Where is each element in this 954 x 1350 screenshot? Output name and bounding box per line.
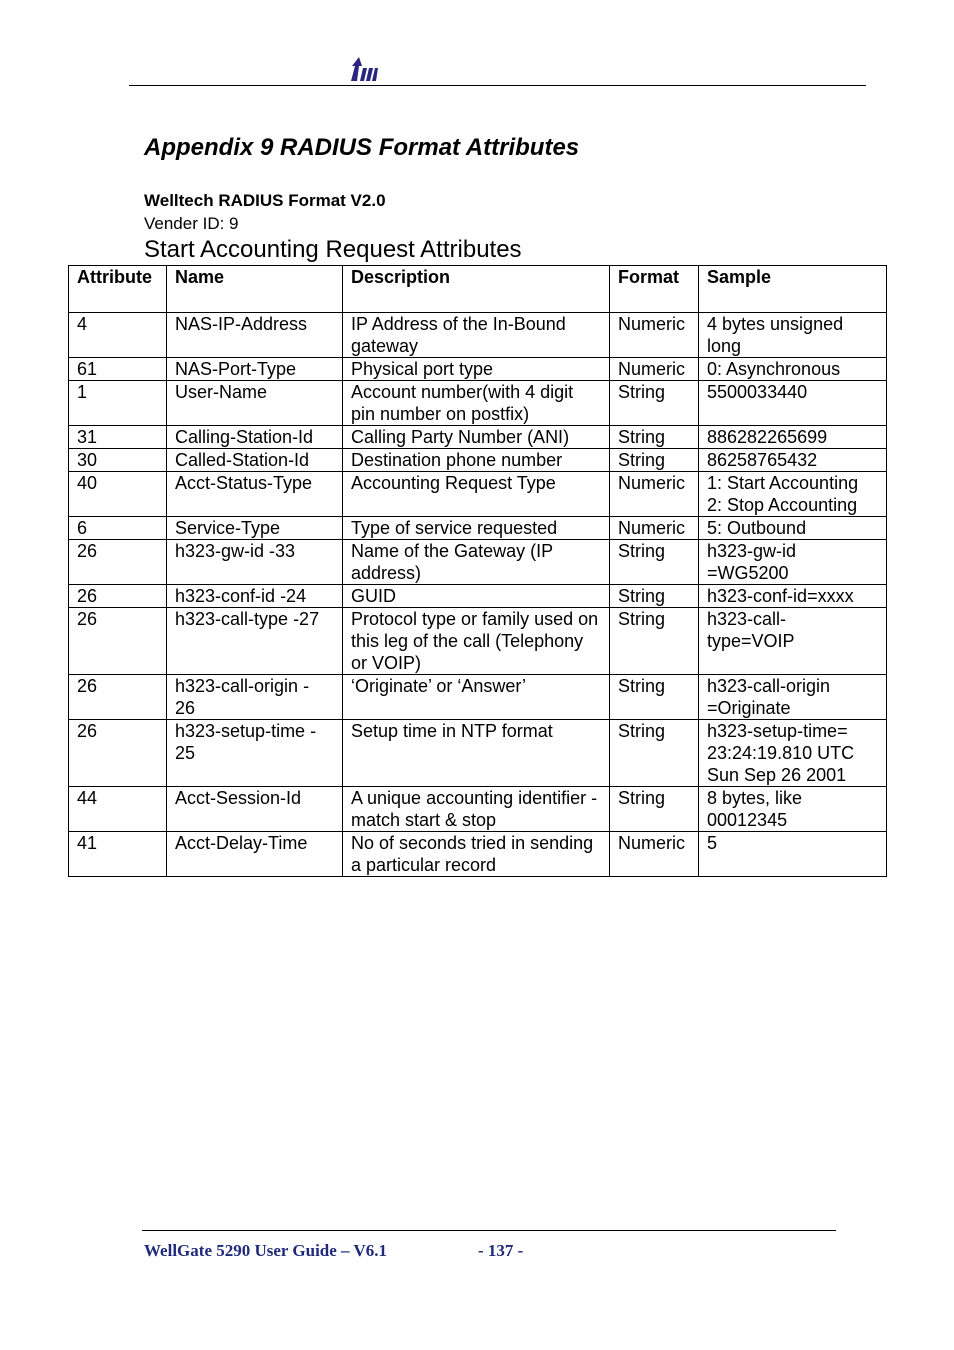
description-cell: IP Address of the In-Bound gateway xyxy=(343,313,610,358)
header-name: Name xyxy=(167,266,343,313)
sample-cell: 8 bytes, like 00012345 xyxy=(699,787,887,832)
sample-cell: h323-gw-id =WG5200 xyxy=(699,540,887,585)
description-cell: ‘Originate’ or ‘Answer’ xyxy=(343,675,610,720)
description-cell: Accounting Request Type xyxy=(343,472,610,517)
table-row xyxy=(69,517,887,540)
attribute-cell: 26 xyxy=(69,608,167,675)
table-row xyxy=(69,381,887,426)
name-cell: NAS-IP-Address xyxy=(167,313,343,358)
header-description: Description xyxy=(343,266,610,313)
format-cell: String xyxy=(610,449,699,472)
format-cell: String xyxy=(610,608,699,675)
vendor-id: Vender ID: 9 xyxy=(144,214,239,233)
description-cell: Name of the Gateway (IP address) xyxy=(343,540,610,585)
description-cell: No of seconds tried in sending a particular record xyxy=(343,832,610,877)
attribute-cell: 30 xyxy=(69,449,167,472)
header-format: Format xyxy=(610,266,699,313)
format-cell: String xyxy=(610,585,699,608)
header-rule xyxy=(129,85,866,86)
description-cell: Setup time in NTP format xyxy=(343,720,610,787)
name-cell: h323-gw-id -33 xyxy=(167,540,343,585)
table-row xyxy=(69,426,887,449)
sample-cell: h323-conf-id=xxxx xyxy=(699,585,887,608)
attribute-cell: 6 xyxy=(69,517,167,540)
welltech-logo-icon xyxy=(349,56,379,82)
appendix-title: Appendix 9 RADIUS Format Attributes xyxy=(144,134,580,161)
table-row xyxy=(69,787,887,832)
format-cell: String xyxy=(610,720,699,787)
table-row xyxy=(69,608,887,675)
format-cell: Numeric xyxy=(610,313,699,358)
sample-cell: h323-call-origin =Originate xyxy=(699,675,887,720)
description-cell: A unique accounting identifier - match start & stop xyxy=(343,787,610,832)
attribute-cell: 4 xyxy=(69,313,167,358)
footer-rule xyxy=(142,1230,836,1231)
name-cell: h323-call-origin - 26 xyxy=(167,675,343,720)
name-cell: Calling-Station-Id xyxy=(167,426,343,449)
attribute-cell: 26 xyxy=(69,540,167,585)
header-attribute: Attribute xyxy=(69,266,167,313)
name-cell: h323-setup-time - 25 xyxy=(167,720,343,787)
format-cell: String xyxy=(610,426,699,449)
sample-cell: h323-call- type=VOIP xyxy=(699,608,887,675)
attribute-cell: 26 xyxy=(69,675,167,720)
sample-cell: 5: Outbound xyxy=(699,517,887,540)
description-cell: GUID xyxy=(343,585,610,608)
attributes-table xyxy=(68,265,887,877)
table-row xyxy=(69,358,887,381)
sample-cell: 5500033440 xyxy=(699,381,887,426)
table-row xyxy=(69,720,887,787)
table-row xyxy=(69,540,887,585)
table-row xyxy=(69,832,887,877)
description-cell: Account number(with 4 digit pin number on postfix) xyxy=(343,381,610,426)
footer-guide-title: WellGate 5290 User Guide – V6.1 xyxy=(144,1241,388,1260)
description-cell: Physical port type xyxy=(343,358,610,381)
table-body xyxy=(69,313,887,877)
attribute-cell: 31 xyxy=(69,426,167,449)
name-cell: h323-call-type -27 xyxy=(167,608,343,675)
attribute-cell: 41 xyxy=(69,832,167,877)
table-row xyxy=(69,675,887,720)
attribute-cell: 26 xyxy=(69,720,167,787)
description-cell: Calling Party Number (ANI) xyxy=(343,426,610,449)
format-cell: String xyxy=(610,675,699,720)
name-cell: User-Name xyxy=(167,381,343,426)
name-cell: Acct-Delay-Time xyxy=(167,832,343,877)
sample-cell: 5 xyxy=(699,832,887,877)
name-cell: h323-conf-id -24 xyxy=(167,585,343,608)
attribute-cell: 1 xyxy=(69,381,167,426)
sample-cell: 86258765432 xyxy=(699,449,887,472)
sample-cell: 886282265699 xyxy=(699,426,887,449)
table-header-row xyxy=(69,266,887,313)
attribute-cell: 40 xyxy=(69,472,167,517)
table-row xyxy=(69,449,887,472)
format-cell: Numeric xyxy=(610,358,699,381)
description-cell: Destination phone number xyxy=(343,449,610,472)
table-row xyxy=(69,472,887,517)
name-cell: Acct-Session-Id xyxy=(167,787,343,832)
format-cell: String xyxy=(610,787,699,832)
table-row xyxy=(69,313,887,358)
description-cell: Protocol type or family used on this leg of the call (Telephony or VOIP) xyxy=(343,608,610,675)
format-cell: Numeric xyxy=(610,517,699,540)
name-cell: NAS-Port-Type xyxy=(167,358,343,381)
description-cell: Type of service requested xyxy=(343,517,610,540)
sample-cell: h323-setup-time= 23:24:19.810 UTC Sun Sep 26 2001 xyxy=(699,720,887,787)
attribute-cell: 44 xyxy=(69,787,167,832)
attribute-cell: 26 xyxy=(69,585,167,608)
name-cell: Acct-Status-Type xyxy=(167,472,343,517)
sample-cell: 4 bytes unsigned long xyxy=(699,313,887,358)
table-row xyxy=(69,585,887,608)
section-title: Start Accounting Request Attributes xyxy=(144,236,522,263)
format-cell: String xyxy=(610,381,699,426)
header-sample: Sample xyxy=(699,266,887,313)
format-cell: Numeric xyxy=(610,472,699,517)
sample-cell: 1: Start Accounting 2: Stop Accounting xyxy=(699,472,887,517)
format-title: Welltech RADIUS Format V2.0 xyxy=(144,191,386,210)
format-cell: Numeric xyxy=(610,832,699,877)
name-cell: Called-Station-Id xyxy=(167,449,343,472)
sample-cell: 0: Asynchronous xyxy=(699,358,887,381)
attribute-cell: 61 xyxy=(69,358,167,381)
name-cell: Service-Type xyxy=(167,517,343,540)
format-cell: String xyxy=(610,540,699,585)
page-number: - 137 - xyxy=(478,1241,524,1260)
